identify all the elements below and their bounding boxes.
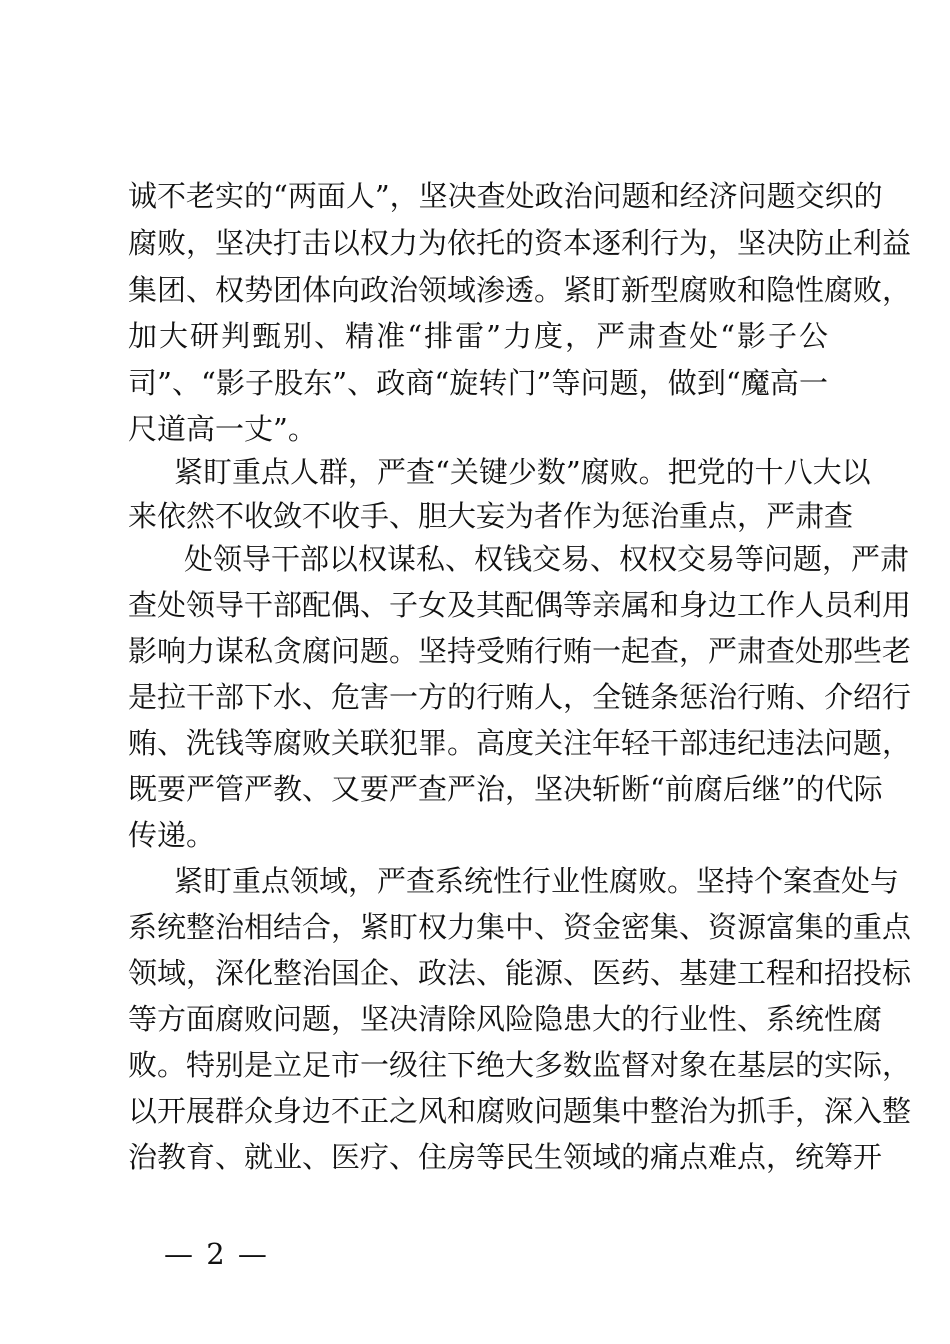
body-line-12: 是拉干部下水、危害一方的行贿人，全链条惩治行贿、介绍行: [128, 680, 912, 714]
body-line-1: 诚不老实的“两面人”，坚决查处政治问题和经济问题交织的: [128, 179, 883, 213]
page-number: — 2 —: [164, 1237, 269, 1271]
body-line-19: 等方面腐败问题，坚决清除风险隐患大的行业性、系统性腐: [128, 1002, 883, 1036]
body-line-2: 腐败，坚决打击以权力为依托的资本逐利行为，坚决防止利益: [128, 226, 912, 260]
body-line-13: 贿、洗钱等腐败关联犯罪。高度关注年轻干部违纪违法问题，: [128, 726, 912, 760]
body-line-22: 治教育、就业、医疗、住房等民生领域的痛点难点，统筹开: [128, 1140, 883, 1174]
body-line-21: 以开展群众身边不正之风和腐败问题集中整治为抓手，深入整: [128, 1094, 912, 1128]
body-line-17: 系统整治相结合，紧盯权力集中、资金密集、资源富集的重点: [128, 910, 912, 944]
body-line-4: 加大研判甄别、精准“排雷”力度，严肃查处“影子公: [128, 319, 828, 353]
body-line-5: 司”、“影子股东”、政商“旋转门”等问题，做到“魔高一: [128, 366, 828, 400]
body-line-8: 来依然不收敛不收手、胆大妄为者作为惩治重点，严肃查: [128, 499, 854, 533]
body-line-20: 败。特别是立足市一级往下绝大多数监督对象在基层的实际，: [128, 1048, 912, 1082]
body-line-14: 既要严管严教、又要严查严治，坚决斩断“前腐后继”的代际: [128, 772, 883, 806]
body-line-18: 领域，深化整治国企、政法、能源、医药、基建工程和招投标: [128, 956, 912, 990]
paragraph-2-line-1: 紧盯重点人群，严查“关键少数”腐败。把党的十八大以: [174, 455, 871, 489]
body-line-6: 尺道高一丈”。: [128, 412, 317, 446]
body-line-9: 处领导干部以权谋私、权钱交易、权权交易等问题，严肃: [184, 542, 910, 576]
body-line-3: 集团、权势团体向政治领域渗透。紧盯新型腐败和隐性腐败，: [128, 273, 912, 307]
body-line-10: 查处领导干部配偶、子女及其配偶等亲属和身边工作人员利用: [128, 588, 912, 622]
body-line-11: 影响力谋私贪腐问题。坚持受贿行贿一起查，严肃查处那些老: [128, 634, 912, 668]
body-line-15: 传递。: [128, 818, 216, 852]
paragraph-3-line-1: 紧盯重点领域，严查系统性行业性腐败。坚持个案查处与: [174, 864, 900, 898]
